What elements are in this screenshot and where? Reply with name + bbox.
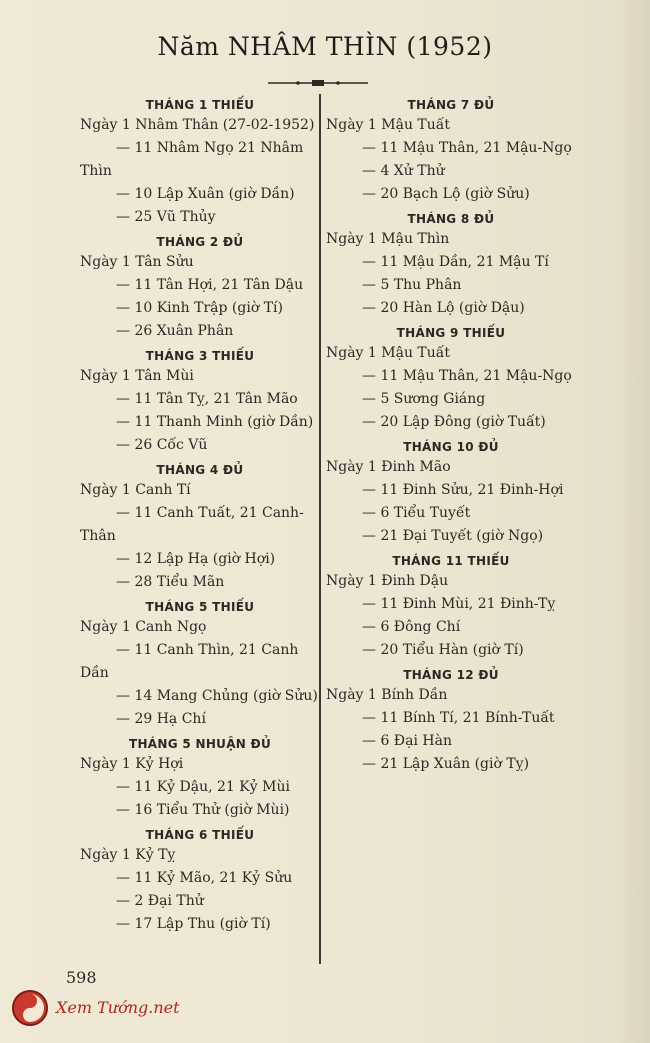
calendar-entry: — 11 Nhâm Ngọ 21 Nhâm Thìn [80,140,304,179]
calendar-entry: — 4 Xử Thử [362,163,445,179]
day-one-line: Ngày 1 Kỷ Hợi [80,756,184,772]
calendar-entry: — 12 Lập Hạ (giờ Hợi) [116,551,276,567]
calendar-entry: — 28 Tiểu Mãn [116,574,225,590]
month-heading: THÁNG 11 THIẾU [392,554,510,568]
month-heading: THÁNG 5 NHUẬN ĐỦ [128,737,272,751]
month-heading: THÁNG 8 ĐỦ [407,212,495,226]
day-one-line: Ngày 1 Kỷ Tỵ [80,847,176,863]
month-section [326,554,576,662]
month-heading: THÁNG 5 THIẾU [145,600,255,614]
calendar-entry: — 11 Đinh Mùi, 21 Đinh-Tỵ [362,596,556,612]
day-one-line: Ngày 1 Canh Ngọ [80,619,207,635]
calendar-entry: — 26 Xuân Phân [116,323,234,339]
calendar-entry: — 5 Thu Phân [362,277,462,293]
month-section [326,212,576,320]
calendar-entry: — 11 Đinh Sửu, 21 Đinh-Hợi [362,482,564,498]
calendar-entry: — 26 Cốc Vũ [116,437,208,453]
calendar-entry: — 5 Sương Giáng [362,391,486,407]
day-one-line: Ngày 1 Mậu Tuất [326,117,450,133]
calendar-entry: — 16 Tiểu Thử (giờ Mùi) [116,802,290,818]
page-title: Năm NHÂM THÌN (1952) [157,32,493,61]
day-one-line: Ngày 1 Mậu Tuất [326,345,450,361]
month-section [80,737,320,822]
left-column [80,92,320,936]
month-section [326,326,576,434]
month-heading: THÁNG 3 THIẾU [145,349,255,363]
day-one-line: Ngày 1 Tân Sửu [80,254,194,270]
calendar-entry: — 11 Thanh Minh (giờ Dần) [116,414,314,430]
month-section [80,349,320,457]
month-section [326,440,576,548]
calendar-entry: — 6 Tiểu Tuyết [362,505,471,521]
calendar-entry: — 25 Vũ Thủy [116,209,216,225]
calendar-entry: — 14 Mang Chủng (giờ Sửu) [116,688,318,704]
day-one-line: Ngày 1 Nhâm Thân (27-02-1952) [80,117,315,133]
calendar-entry: — 20 Hàn Lộ (giờ Dậu) [362,300,525,316]
calendar-entry: — 11 Tân Hợi, 21 Tân Dậu [116,277,304,293]
calendar-entry: — 20 Bạch Lộ (giờ Sửu) [362,186,530,202]
month-heading: THÁNG 1 THIẾU [145,98,255,112]
day-one-line: Ngày 1 Đinh Dậu [326,573,449,589]
calendar-entry: — 21 Đại Tuyết (giờ Ngọ) [362,528,544,544]
calendar-entry: — 2 Đại Thử [116,893,204,909]
month-heading: THÁNG 10 ĐỦ [403,440,499,454]
right-column [326,92,576,776]
calendar-entry: — 11 Kỷ Mão, 21 Kỷ Sửu [116,870,293,886]
calendar-entry: — 11 Canh Thìn, 21 Canh Dần [80,642,299,681]
month-section [80,600,320,731]
calendar-entry: — 11 Mậu Dần, 21 Mậu Tí [362,254,549,270]
month-heading: THÁNG 7 ĐỦ [407,98,495,112]
month-section [80,98,320,229]
calendar-entry: — 6 Đông Chí [362,619,461,635]
calendar-entry: — 11 Canh Tuất, 21 Canh-Thân [80,505,304,544]
calendar-entry: — 20 Tiểu Hàn (giờ Tí) [362,642,524,658]
yin-yang-icon [12,990,48,1026]
month-heading: THÁNG 2 ĐỦ [156,235,244,249]
calendar-entry: — 6 Đại Hàn [362,733,452,749]
month-heading: THÁNG 4 ĐỦ [156,463,244,477]
calendar-entry: — 11 Mậu Thân, 21 Mậu-Ngọ [362,140,572,156]
month-heading: THÁNG 12 ĐỦ [403,668,499,682]
calendar-entry: — 10 Kinh Trập (giờ Tí) [116,300,283,316]
calendar-entry: — 21 Lập Xuân (giờ Tỵ) [362,756,530,772]
calendar-entry: — 10 Lập Xuân (giờ Dần) [116,186,295,202]
day-one-line: Ngày 1 Mậu Thìn [326,231,450,247]
month-section [80,235,320,343]
calendar-entry: — 11 Mậu Thân, 21 Mậu-Ngọ [362,368,572,384]
calendar-entry: — 20 Lập Đông (giờ Tuất) [362,414,546,430]
page-edge-shadow [612,0,650,1043]
day-one-line: Ngày 1 Canh Tí [80,482,191,498]
day-one-line: Ngày 1 Tân Mùi [80,368,194,384]
watermark-text: Xem Tướng.net [56,998,180,1017]
month-heading: THÁNG 9 THIẾU [396,326,506,340]
calendar-entry: — 11 Tân Tỵ, 21 Tân Mão [116,391,298,407]
day-one-line: Ngày 1 Đinh Mão [326,459,451,475]
day-one-line: Ngày 1 Bính Dần [326,687,448,703]
month-heading: THÁNG 6 THIẾU [145,828,255,842]
watermark-logo [12,990,182,1028]
calendar-entry: — 11 Bính Tí, 21 Bính-Tuất [362,710,555,726]
page-number: 598 [66,968,97,987]
calendar-entry: — 29 Hạ Chí [116,711,206,727]
calendar-entry: — 17 Lập Thu (giờ Tí) [116,916,271,932]
calendar-entry: — 11 Kỷ Dậu, 21 Kỷ Mùi [116,779,290,795]
month-section [326,668,576,776]
month-section [326,98,576,206]
month-section [80,463,320,594]
title-ornament [268,79,368,87]
month-section [80,828,320,936]
